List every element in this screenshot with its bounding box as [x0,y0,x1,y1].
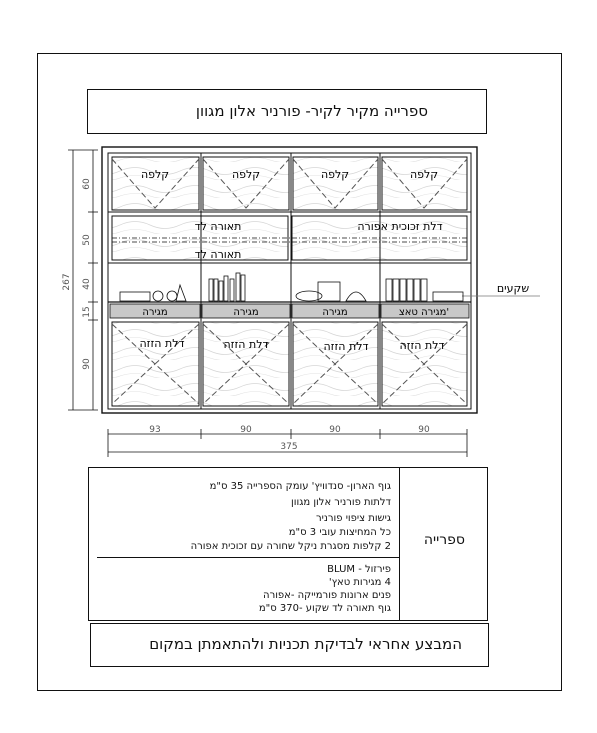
note-line: 2 קלפות מסגרת ניקל שחורה עם זכוכית אפורה [190,541,391,552]
flap [112,157,199,210]
flap [382,157,467,210]
notes-block [88,467,488,621]
dim-label: 15 [82,306,92,318]
door-label: דלת הזזה [323,340,369,353]
notes-divider [399,468,400,620]
flap-label: קלפה [231,168,261,181]
dim-total-width: 375 [280,442,298,452]
door-label: דלת הזזה [223,338,269,351]
door-label: דלת הזזה [139,337,185,350]
drawer-label: מגירה טאצ' [398,307,450,318]
footer-note: המבצע אחראי לבדיקת תכניות ולהתאמתן במקום [149,635,462,653]
note-line: גוף הארון- סנדוויץ' עומק הספרייה 35 ס"מ [209,481,391,492]
led-label: תאורה לד [194,248,242,261]
notes-heading: ספרייה [423,532,465,548]
note-line: 4 מגירות טאץ' [328,577,391,588]
glass-door-label: דלת זכוכית אפורה [357,220,443,233]
note-line: פירזול - BLUM [327,564,391,575]
drawer-label: מגירה [233,307,259,318]
note-line: פנים ארונות פורמייקה -אפורה [263,590,391,601]
footer-block [90,623,489,667]
note-line: גוף תאורה לד שקוע -370 ס"מ [258,603,391,614]
led-label: תאורה לד [194,220,242,233]
dim-label: 90 [329,425,341,435]
dim-label: 90 [418,425,430,435]
sliding-doors [112,322,467,406]
flap [203,157,289,210]
dim-label: 50 [82,234,92,246]
flap-label: קלפה [320,168,350,181]
flap [293,157,378,210]
dim-label: 90 [240,425,252,435]
drawer-label: מגירה [322,307,348,318]
drawer-label: מגירה [142,307,168,318]
dim-label: 93 [149,425,161,435]
top-flaps [112,157,467,210]
drawing-title: ספרייה מקיר לקיר- פורניר אלון מגוון [195,102,428,120]
shelves-label: שקעים [496,282,530,295]
note-line: כל המחיצות עובי 3 ס"מ [288,527,391,538]
dim-label: 40 [82,278,92,290]
dim-label: 60 [82,178,92,190]
notes-separator [97,557,399,558]
door-label: דלת הזזה [399,339,445,352]
dim-total-height: 267 [62,273,72,291]
note-line: גישות ציפוי פורניר [316,513,391,524]
flap-label: קלפה [409,168,439,181]
dim-label: 90 [82,358,92,370]
note-line: דלתות פורניר אלון מגוון [291,497,391,508]
flap-label: קלפה [140,168,170,181]
